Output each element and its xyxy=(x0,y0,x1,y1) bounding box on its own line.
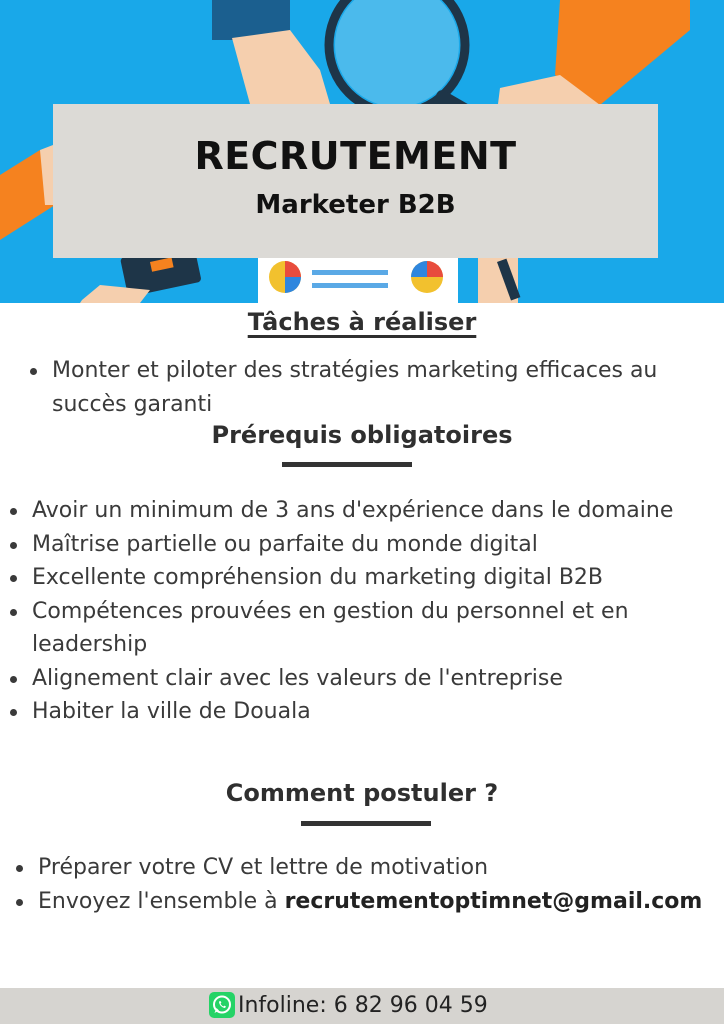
infoline-text: Infoline: 6 82 96 04 59 xyxy=(238,992,488,1018)
list-item: Maîtrise partielle ou parfaite du monde digital xyxy=(10,528,710,562)
document-line xyxy=(312,270,388,275)
tasks-list xyxy=(30,354,690,421)
list-item: Excellente compréhension du marketing digital B2B xyxy=(10,561,710,595)
send-prefix: Envoyez l'ensemble à xyxy=(38,888,285,914)
hand-top xyxy=(232,30,330,104)
email-address[interactable]: recrutementoptimnet@gmail.com xyxy=(284,888,703,914)
whatsapp-icon xyxy=(209,992,235,1018)
requirements-list xyxy=(10,494,710,729)
poster-title: RECRUTEMENT xyxy=(194,134,517,178)
tasks-heading: Tâches à réaliser xyxy=(247,308,477,336)
apply-divider xyxy=(301,821,431,826)
infoline xyxy=(209,992,488,1018)
requirements-divider xyxy=(282,462,412,467)
list-item: Alignement clair avec les valeurs de l'entreprise xyxy=(10,662,710,696)
list-item: Compétences prouvées en gestion du personnel et en leadership xyxy=(10,595,710,662)
list-item: Habiter la ville de Douala xyxy=(10,695,710,729)
apply-list xyxy=(16,851,716,918)
list-item: Préparer votre CV et lettre de motivation xyxy=(16,851,716,885)
hero-illustration xyxy=(0,0,724,303)
list-item: Avoir un minimum de 3 ans d'expérience dans le domaine xyxy=(10,494,710,528)
list-item xyxy=(16,885,716,919)
footer-bar xyxy=(0,988,724,1024)
list-item: Monter et piloter des stratégies marketing efficaces au succès garanti xyxy=(30,354,690,421)
requirements-heading: Prérequis obligatoires xyxy=(211,421,513,449)
title-box xyxy=(53,104,658,258)
apply-heading: Comment postuler ? xyxy=(225,779,499,807)
document-line xyxy=(312,283,388,288)
poster-subtitle: Marketer B2B xyxy=(255,190,456,220)
